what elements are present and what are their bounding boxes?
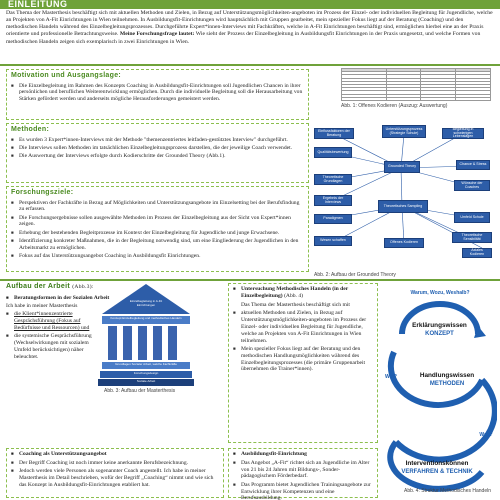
investigation-intro: Das Thema der Masterthesis beschäftigt sich mit bbox=[241, 301, 350, 308]
section-separator bbox=[0, 279, 500, 281]
how-question: Wie? bbox=[385, 374, 397, 380]
list-item: ■ Es wurden 3 Expert*innen-Interviews mit der Methode "themenzentriertes leitfaden-gestütztes Interview" durchgeführt. bbox=[11, 137, 304, 144]
figure-caption: Abb. 2: Aufbau der Grounded Theory bbox=[314, 272, 396, 278]
counseling-forms-list bbox=[6, 311, 96, 360]
list-item: ■ Das Angebot „A-Fit“ richtet sich an Jugendliche im Alter von 21 bis 24 Jahren mit Bildungs-, Sonder-pädagogischem Förderbedarf. bbox=[233, 460, 373, 480]
diagram-node: Umfeld Schule bbox=[454, 212, 490, 223]
coding-table bbox=[341, 68, 491, 101]
investigation-list bbox=[233, 310, 373, 373]
counseling-forms-body bbox=[6, 303, 96, 360]
research-goals-list bbox=[11, 200, 304, 261]
list-item: ■ Die Interviews sollen Methoden im tatsächlichen Einzelbegleitungsprozess darstellen, die der jeweilige Coach verwendet. bbox=[11, 145, 304, 152]
counseling-forms-text: Beratungsformen in der Sozialen Arbeit bbox=[14, 294, 110, 301]
figure-caption: Abb. 3: Aufbau der Masterthesis bbox=[104, 388, 176, 394]
list-item: ■ die Klient*innenzentrierte Gesprächsführung (Fokus auf Bedürfnisse und Ressourcen) und bbox=[6, 311, 96, 331]
list-item: ■ Perspektiven der Fachkräfte in Bezug auf Möglichkeiten und Unterstützungsangebote im Einzelsetting bei der Berufsfindung zu erfassen. bbox=[11, 200, 304, 214]
diagram-node: Wesen schaffen bbox=[314, 236, 352, 246]
list-item: ■ Mein spezieller Fokus liegt auf der Beratung und den methodischen Handlungsmöglichkeiten während des Einzelbegleitungsprozesses (die primäre Gruppenarbeit übernehmen die Trainer*innen). bbox=[233, 346, 373, 373]
body-line: Ich habe in meiner Masterthesis bbox=[6, 303, 78, 310]
diagram-node: Theoretische Sensibilität bbox=[452, 232, 492, 243]
investigation-title: ■ Untersuchung Methodisches Handeln (in der Einzelbegleitung) (Abb. 4) bbox=[233, 286, 349, 299]
diagram-node: Qualitätsbewertung bbox=[314, 147, 352, 158]
structure-title-text: Aufbau der Arbeit bbox=[6, 283, 70, 290]
research-goals-box bbox=[6, 186, 309, 272]
diagram-node: Offenes Kodieren bbox=[384, 238, 424, 248]
motivation-title: Motivation und Ausgangslage: bbox=[11, 72, 122, 79]
diagram-node: Wünsche der Coaches bbox=[454, 180, 490, 191]
diagram-node: Unterstützungsprozess (Strategie Schule) bbox=[382, 125, 426, 138]
coaching-title-text: Coaching als Unterstützungsangebot bbox=[19, 451, 107, 457]
coding-table-figure bbox=[341, 68, 491, 116]
methods-box bbox=[6, 123, 309, 183]
intro-question: Wie sieht der Prozess der Einzelbegleitung in Ausbildungsfit Einrichtungen in der Praxis umgesetzt, und welche Formen von methodischen Handeln zeigen sich exemplarisch in zwei Einrichtungen in Wien. bbox=[6, 31, 481, 45]
intro-text: Das Thema der Masterthesis beschäftigt sich mit aktuellen Methoden und Zielen, in Bezug auf Unterstützungsmöglichkeiten-angeboten im Prozess der Einzel- oder individuellen Begleitung für Jugendliche, welche an Projekten von A-Fit Einrichtungen in Wien teilnehmen. In Ausbildungsfit-Einrichtungen wird hauptsächlich mit Gruppen gearbeitet, mein spezieller Fokus liegt auf der Beratung (Coaching) und den methodischen Handeln während des Einzelbegleitungsprozesses. Durchgeführte Expert*innen-Interviews mit Fachkräften, welche in A-Fit Einrichtungen beschäftigt sind, ermöglichen hierbei eine an der Praxis orientierte und professionelle Betrachtungsweise. bbox=[6, 10, 493, 38]
research-goals-title: Forschungsziele: bbox=[11, 189, 74, 196]
what-question: Was? bbox=[479, 432, 493, 438]
intro-paragraph bbox=[6, 10, 494, 46]
coaching-box bbox=[6, 448, 224, 498]
afit-title: ■ Ausbildungsfit-Einrichtung bbox=[233, 451, 307, 457]
page-title: EINLEITUNG bbox=[8, 0, 68, 9]
list-item: ■ Der Begriff Coaching ist noch immer keine anerkannte Berufsbezeichnung. bbox=[11, 460, 219, 467]
list-item: ■ Das Programm bietet Jugendlichen Trainingsangebote zur Entwicklung ihrer Kompetenzen und eine Berufsausbildung. bbox=[233, 482, 373, 500]
methodical-action-figure bbox=[382, 282, 497, 498]
investigation-box bbox=[228, 283, 378, 443]
investigation-title-text: Untersuchung Methodisches Handeln (in der Einzelbegleitung) bbox=[241, 286, 349, 299]
section-separator bbox=[0, 64, 500, 66]
concept-label: KONZEPT bbox=[425, 331, 454, 337]
header-bar bbox=[0, 0, 500, 9]
coaching-title: ■ Coaching als Unterstützungsangebot bbox=[11, 451, 107, 457]
figure-caption: Abb. 1: Offenes Kodieren (Auszug: Auswertung) bbox=[341, 102, 448, 109]
investigation-ref: (Abb. 4) bbox=[284, 292, 304, 299]
diagram-node: Chance & Stress bbox=[456, 160, 490, 170]
list-item: ■ Die Auswertung der Interviews erfolgte durch Kodierschritte der Grounded Theory (Abb.1). bbox=[11, 153, 304, 160]
list-item: ■ Fokus auf das Unterstützungsangebot Coaching in Ausbildungsfit Einrichtungen. bbox=[11, 253, 304, 260]
afit-list bbox=[233, 460, 373, 500]
counseling-forms-heading: ■ Beratungsformen in der Sozialen Arbeit bbox=[6, 294, 110, 301]
methods-title: Methoden: bbox=[11, 126, 50, 133]
list-item: ■ die systemische Gesprächsführung (Wechselwirkungen mit sozialem Umfeld berücksichtigen) näher beleuchtet. bbox=[6, 333, 96, 360]
temple-row-label: Grundlagen Sozialer Arbeit, welche Fachkräfte bbox=[115, 362, 177, 366]
list-item: ■ aktuellen Methoden und Zielen, in Bezug auf Unterstützungsmöglichkeiten-angeboten im Prozess der Einzel- oder individuellen Begleitung für Jugendliche, welche an Projekten von A-Fit Einrichtungen in Wien teilnehmen. bbox=[233, 310, 373, 344]
list-item: ■ Die Forschungsergebnisse sollen ausgewählte Methoden im Prozess der Einzelbegleitung aus der Sicht von Expert*innen zeigen. bbox=[11, 215, 304, 229]
motivation-box bbox=[6, 69, 309, 120]
diagram-node: Ergebnis der Interviews bbox=[314, 195, 352, 206]
methods-list bbox=[11, 137, 304, 160]
temple-row-label: Konzept Einzelbegleitung und methodisches Handeln bbox=[110, 316, 182, 320]
afit-box bbox=[228, 448, 378, 498]
diagram-node: Theoretische Grundlagen bbox=[314, 174, 352, 185]
intervention-ability: Interventionskönnen bbox=[405, 460, 469, 467]
figure-caption: Abb. 4: Struktur Methodisches Handeln bbox=[404, 488, 491, 494]
diagram-node: Paradigmen bbox=[314, 214, 352, 224]
why-question: Warum, Wozu, Weshalb? bbox=[410, 290, 470, 296]
temple-row-label: Forschungsdesign bbox=[133, 371, 159, 375]
temple-top-label: Einzelbegleitung in A-Fit Einrichtungen bbox=[129, 299, 163, 307]
intro-question-label: Meine Forschungsfrage lautet: bbox=[119, 31, 195, 38]
temple-row-label: Soziale Arbeit bbox=[136, 379, 156, 383]
diagram-node: Einflussfaktoren der Beratung bbox=[314, 128, 354, 139]
diagram-node: Begleitung in schwierigen Lebenslagen bbox=[442, 128, 484, 139]
diagram-node: Axiales Kodieren bbox=[462, 248, 492, 258]
diagram-node: Grounded Theory bbox=[384, 161, 420, 173]
diagram-node: Theoretisches Sampling bbox=[378, 200, 428, 213]
thesis-structure-figure bbox=[98, 282, 194, 398]
techniques-label: VERFAHREN & TECHNIK bbox=[401, 469, 473, 475]
list-item: ■ Jedoch werden viele Personen als sogenannter Coach angestellt. Ich habe in meiner Masterthesis im Detail beschrieben, wofür der Begriff „Coaching“ nimmt und wie sich das Konzept in Ausbildungsfit-Einrichtungen etabliert hat. bbox=[11, 468, 219, 488]
coaching-list bbox=[11, 460, 219, 489]
methods-label: METHODEN bbox=[429, 381, 465, 387]
list-item: ■ Erhebung der bestehenden Begleitprozesse im Kontext der Einzelbegleitung für Jugendliche und junge Erwachsene. bbox=[11, 230, 304, 237]
structure-ref: (Abb.3): bbox=[72, 284, 94, 290]
action-knowledge: Handlungswissen bbox=[419, 372, 475, 379]
grounded-theory-diagram bbox=[312, 120, 495, 280]
motivation-list bbox=[11, 83, 304, 103]
list-item: ■ Identifizierung konkreter Maßnahmen, die in der Begleitung notwendig sind, um eine Eingliederung der Jugendlichen in den Arbeitsmarkt zu ermöglichen. bbox=[11, 238, 304, 252]
explanation-knowledge: Erklärungswissen bbox=[412, 322, 467, 329]
list-item: ■ Die Einzelbegleitung im Rahmen des Konzepts Coaching in Ausbildungsfit-Einrichtungen soll Jugendlichen Chancen in ihrer persönlichen und beruflichen Weiterentwicklung ermöglichen. Durch die individuelle Begleitung soll die Herausarbeitung von Stärken gefördert werden und anderseits mögliche Herausforderungen gemeistert werden. bbox=[11, 83, 304, 103]
afit-title-text: Ausbildungsfit-Einrichtung bbox=[241, 451, 307, 457]
